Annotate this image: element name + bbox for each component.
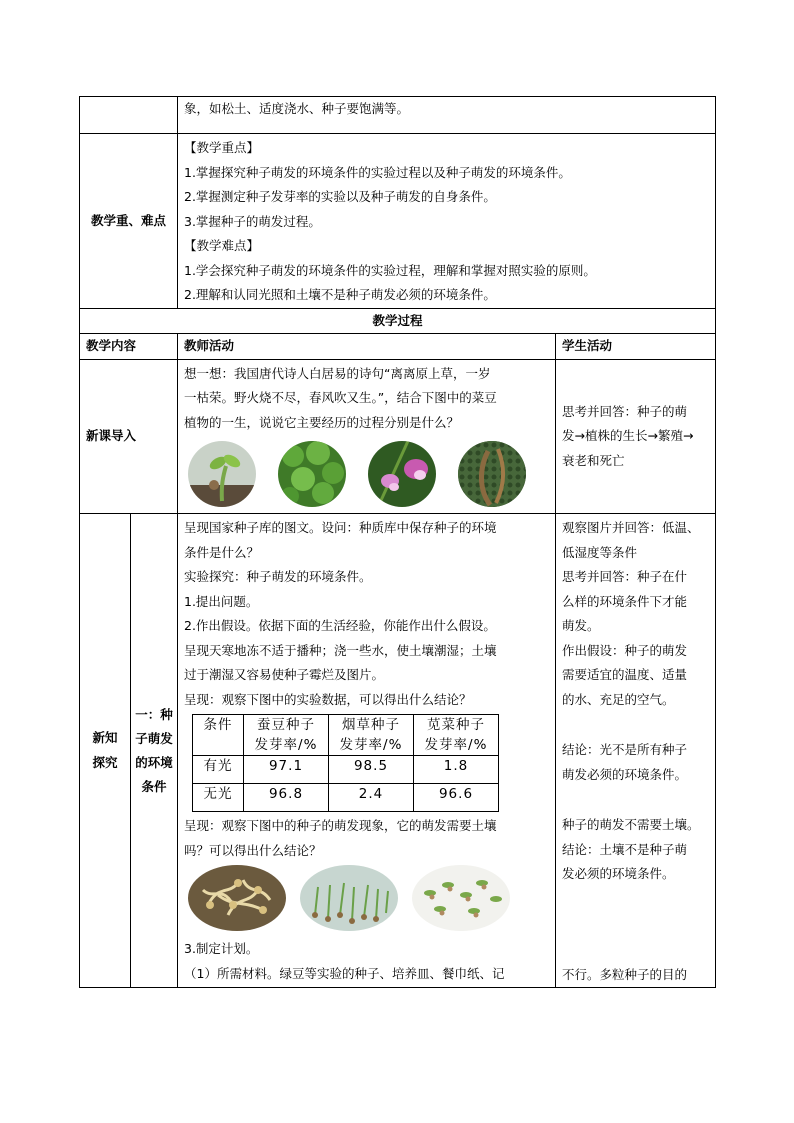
nk-teacher-line: 实验探究：种子萌发的环境条件。 — [184, 569, 372, 584]
data-row — [193, 784, 499, 812]
nk-student-line: 的水、充足的空气。 — [562, 691, 675, 707]
lesson-plan-table — [79, 96, 716, 988]
intro-student-line: 发→植株的生长→繁殖→ — [562, 428, 694, 443]
key-line: 2.掌握测定种子发芽率的实验以及种子萌发的自身条件。 — [184, 189, 496, 204]
bean-pod-photo — [458, 441, 526, 507]
nk-student-line: 么样的环境条件下才能 — [562, 593, 688, 609]
document-page — [79, 96, 715, 988]
header-content: 教学内容 — [80, 334, 178, 360]
nk-student-line: 萌发必须的环境条件。 — [562, 766, 688, 782]
new-knowledge-student — [556, 514, 716, 988]
nk-student-line: 结论：土壤不是种子萌 — [562, 841, 688, 857]
nk-student-line: 萌发。 — [562, 618, 600, 633]
key-points-content — [178, 134, 716, 309]
top-row — [80, 97, 716, 134]
bean-flower-photo — [368, 441, 436, 507]
nk-teacher-line: 呈现天寒地冻不适于播种；浇一些水，使土壤潮湿；土壤 — [184, 642, 497, 658]
nk-student-line: 结论：光不是所有种子 — [562, 742, 688, 757]
sub-topic-label: 一：种 子萌发 的环境 条件 — [131, 514, 178, 988]
data-header-cell: 苋菜种子 发芽率/% — [414, 715, 499, 756]
nk-teacher-line: 条件是什么？ — [184, 544, 260, 560]
nk-student-line: 发必须的环境条件。 — [562, 866, 675, 881]
data-header-cell: 蚕豆种子 发芽率/% — [244, 715, 329, 756]
sprouting-photos — [188, 865, 549, 931]
intro-teacher-line: 想一想：我国唐代诗人白居易的诗句“离离原上草，一岁 — [184, 365, 491, 381]
nk-student-line: 思考并回答：种子在什 — [562, 569, 688, 584]
data-cell: 98.5 — [329, 756, 414, 784]
new-knowledge-label: 新知 探究 — [80, 514, 131, 988]
nk-student-line: 需要适宜的温度、适量 — [562, 667, 688, 682]
data-cell: 2.4 — [329, 784, 414, 812]
nk-teacher-line: 吗？可以得出什么结论？ — [184, 842, 322, 858]
data-header-cell: 条件 — [193, 715, 244, 756]
new-knowledge-teacher — [178, 514, 556, 988]
key-line: 1.学会探究种子萌发的环境条件的实验过程，理解和掌握对照实验的原则。 — [184, 262, 596, 278]
nk-teacher-line: 过于潮湿又容易使种子霉烂及图片。 — [184, 667, 385, 682]
intro-teacher-line: 植物的一生，说说它主要经历的过程分别是什么？ — [184, 414, 460, 430]
nk-teacher-line: 呈现国家种子库的图文。设问：种质库中保存种子的环境 — [184, 520, 497, 535]
intro-teacher — [178, 359, 556, 514]
key-line: 2.理解和认同光照和土壤不是种子萌发必须的环境条件。 — [184, 287, 496, 302]
intro-label: 新课导入 — [80, 359, 178, 514]
data-cell: 96.6 — [414, 784, 499, 812]
data-header-cell: 烟草种子 发芽率/% — [329, 715, 414, 756]
new-knowledge-row — [80, 514, 716, 988]
nk-student-line: 作出假设：种子的萌发 — [562, 642, 688, 658]
intro-student-line: 衰老和死亡 — [562, 452, 625, 468]
data-cell: 97.1 — [244, 756, 329, 784]
data-cell: 1.8 — [414, 756, 499, 784]
nk-teacher-line: 3.制定计划。 — [184, 941, 259, 956]
nk-student-line: 观察图片并回答：低温、 — [562, 520, 700, 535]
sprouts-soil-photo — [188, 865, 286, 931]
sprouts-paper-photo — [412, 865, 510, 931]
key-line: 【教学难点】 — [184, 238, 260, 253]
process-header-row — [80, 334, 716, 360]
process-title-row — [80, 308, 716, 334]
key-points-label: 教学重、难点 — [80, 134, 178, 309]
header-student: 学生活动 — [556, 334, 716, 360]
key-line: 1.掌握探究种子萌发的环境条件的实验过程以及种子萌发的环境条件。 — [184, 164, 571, 180]
nk-teacher-line: 2.作出假设。依据下面的生活经验，你能作出什么假设。 — [184, 618, 496, 633]
nk-teacher-line: （1）所需材料。绿豆等实验的种子、培养皿、餐巾纸、记 — [184, 965, 505, 981]
data-cell: 有光 — [193, 756, 244, 784]
process-title: 教学过程 — [80, 308, 716, 334]
header-teacher: 教师活动 — [178, 334, 556, 360]
nk-student-line: 种子的萌发不需要土壤。 — [562, 817, 700, 832]
key-line: 3.掌握种子的萌发过程。 — [184, 213, 321, 229]
data-row — [193, 756, 499, 784]
top-row-content: 象，如松土、适度浇水、种子要饱满等。 — [178, 97, 716, 134]
nk-teacher-line: 呈现：观察下图中的种子的萌发现象，它的萌发需要土壤 — [184, 818, 497, 833]
seedling-photo — [188, 441, 256, 507]
data-cell: 96.8 — [244, 784, 329, 812]
sprouts-water-photo — [300, 865, 398, 931]
bean-plant-photo — [278, 441, 346, 507]
data-header-row — [193, 715, 499, 756]
data-cell: 无光 — [193, 784, 244, 812]
nk-teacher-line: 呈现：观察下图中的实验数据，可以得出什么结论？ — [184, 691, 472, 707]
key-points-row — [80, 134, 716, 309]
nk-teacher-line: 1.提出问题。 — [184, 593, 259, 609]
bean-lifecycle-photos — [188, 441, 549, 507]
intro-row — [80, 359, 716, 514]
germination-data-table — [192, 714, 499, 812]
nk-student-line: 低湿度等条件 — [562, 544, 638, 560]
key-line: 【教学重点】 — [184, 140, 260, 155]
nk-student-line: 不行。多粒种子的目的 — [562, 966, 688, 982]
intro-student — [556, 359, 716, 514]
intro-teacher-line: 一枯荣。野火烧不尽，春风吹又生。”，结合下图中的菜豆 — [184, 390, 497, 405]
intro-student-line: 思考并回答：种子的萌 — [562, 403, 688, 419]
